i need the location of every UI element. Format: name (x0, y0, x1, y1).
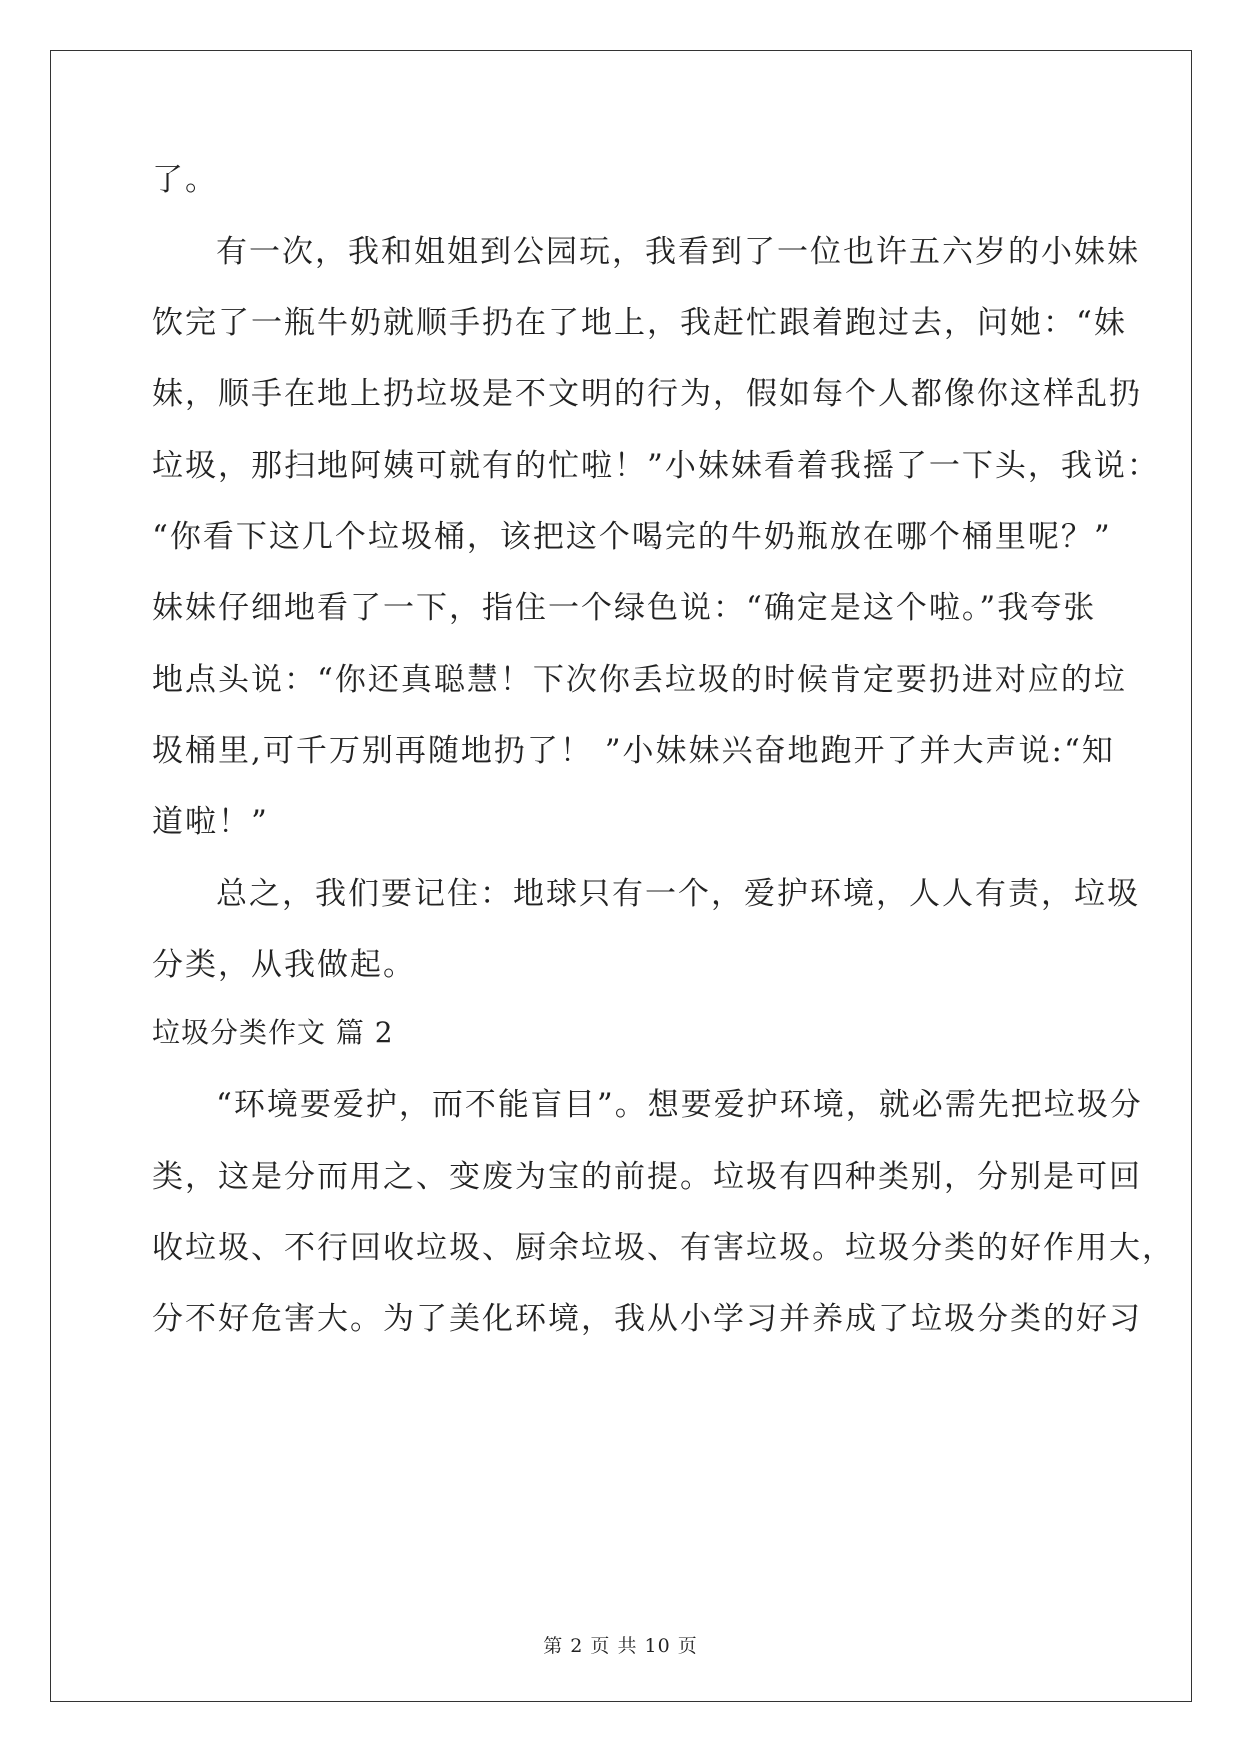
paragraph-start: “环境要爱护，而不能盲目”。想要爱护环境，就必需先把垃圾分 (216, 1087, 1143, 1123)
text-line: 分类，从我做起。 (152, 947, 416, 983)
text-line: 了。 (152, 162, 218, 198)
text-line: “你看下这几个垃圾桶，该把这个喝完的牛奶瓶放在哪个桶里呢？” (152, 519, 1112, 555)
text-line: 地点头说：“你还真聪慧！下次你丢垃圾的时候肯定要扔进对应的垃 (152, 662, 1127, 698)
text-line: 饮完了一瓶牛奶就顺手扔在了地上，我赶忙跟着跑过去，问她：“妹 (152, 305, 1127, 341)
text-line: 圾桶里,可千万别再随地扔了！ ”小妹妹兴奋地跑开了并大声说:“知 (152, 733, 1115, 769)
paragraph-start: 有一次，我和姐姐到公园玩，我看到了一位也许五六岁的小妹妹 (216, 234, 1140, 270)
paragraph-start: 总之，我们要记住：地球只有一个，爱护环境，人人有责，垃圾 (216, 876, 1140, 912)
text-line: 类，这是分而用之、变废为宝的前提。垃圾有四种类别，分别是可回 (152, 1159, 1142, 1195)
text-line: 妹，顺手在地上扔垃圾是不文明的行为，假如每个人都像你这样乱扔 (152, 376, 1142, 412)
text-line: 分不好危害大。为了美化环境，我从小学习并养成了垃圾分类的好习 (152, 1301, 1142, 1337)
text-line: 收垃圾、不行回收垃圾、厨余垃圾、有害垃圾。垃圾分类的好作用大， (152, 1230, 1175, 1266)
section-heading: 垃圾分类作文 篇 2 (152, 1016, 394, 1049)
text-line: 垃圾，那扫地阿姨可就有的忙啦！”小妹妹看着我摇了一下头，我说： (152, 448, 1160, 484)
page-number: 第 2 页 共 10 页 (543, 1635, 698, 1657)
text-line: 妹妹仔细地看了一下，指住一个绿色说：“确定是这个啦。”我夸张 (152, 590, 1097, 626)
text-line: 道啦！” (152, 804, 269, 840)
